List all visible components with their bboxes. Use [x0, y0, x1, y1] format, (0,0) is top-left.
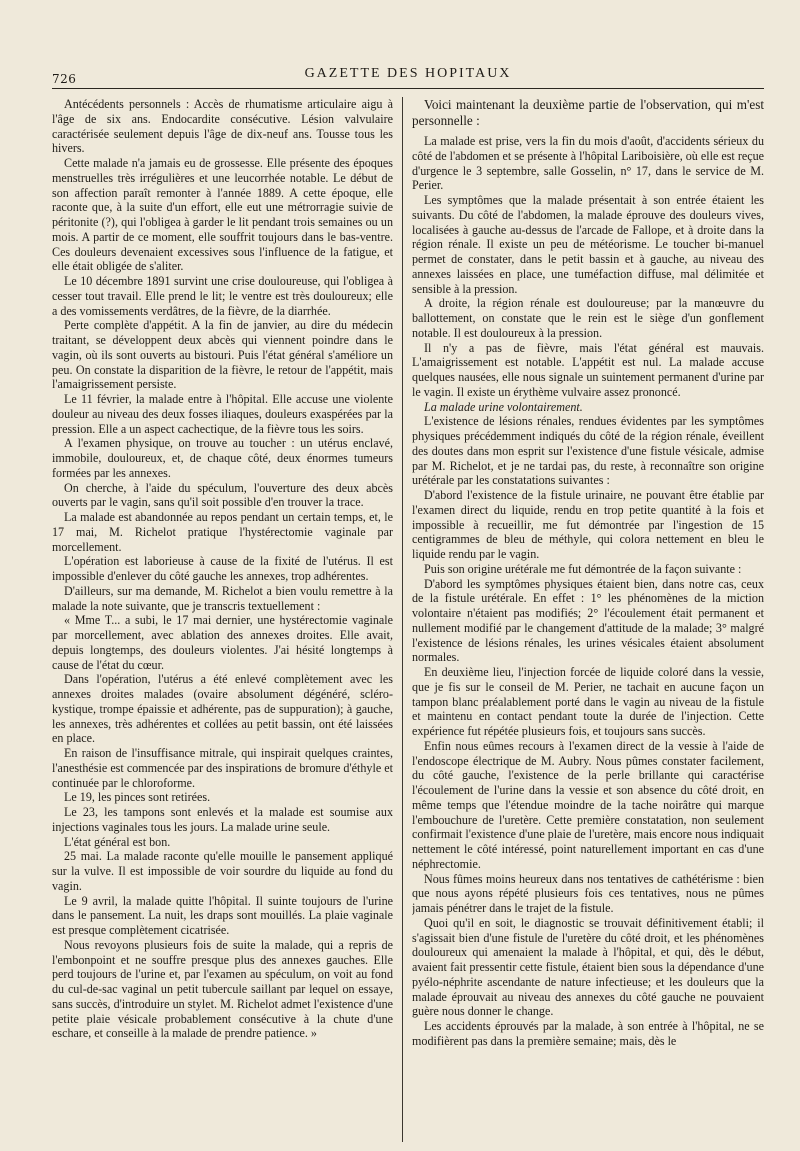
paragraph: Le 9 avril, la malade quitte l'hôpital. Il suinte toujours de l'urine dans le pansement. La nuit, les draps sont mouillés. La plaie vaginale est presque complètement cicatrisée. — [52, 893, 393, 937]
paragraph: 25 mai. La malade raconte qu'elle mouille le pansement appliqué sur la vulve. Il est impossible de voir sourdre du liquide au fond du vagin. — [52, 849, 393, 893]
section-lead: Voici maintenant la deuxième partie de l'observation, qui m'est personnelle : — [412, 97, 764, 128]
paragraph: Cette malade n'a jamais eu de grossesse. Elle présente des époques menstruelles très irrégulières et une leucorrhée notable. Le début de son affection paraît remonter à l'année 1889. A cette époque, elle raconte que, à la suite d'un effort, elle eut une métrorragie suivie de péritonite (?), qui l'obligea à garder le lit pendant trois semaines ou un mois. A partir de ce moment, elle souffrit toujours dans le bas-ventre. Ces douleurs devenaient excessives sous l'influence de la fatigue, et elle était obligée de s'aliter. — [52, 156, 393, 274]
paragraph: Le 10 décembre 1891 survint une crise douloureuse, qui l'obligea à cesser tout travail. Elle prend le lit; le ventre est très douloureux; elle a des vomissements verdâtres, de la fièvre, de la diarrhée. — [52, 274, 393, 318]
right-column — [412, 97, 764, 1137]
paragraph: A l'examen physique, on trouve au toucher : un utérus enclavé, immobile, douloureux, et, de chaque côté, deux énormes tumeurs formées par les annexes. — [52, 436, 393, 480]
paragraph: Quoi qu'il en soit, le diagnostic se trouvait définitivement établi; il s'agissait bien d'une fistule de l'uretère du côté droit, et les phénomènes douloureux qui amenaient la malade à l'hôpital, et qui, dès le début, avaient fait pressentir cette fistule, étaient bien sous la dépendance d'une pyélo-néphrite ascendante de nature infectieuse; et les douleurs que la malade éprouvait au niveau des annexes du côté gauche ne pouvaient guère nous donner le change. — [412, 915, 764, 1019]
paragraph: Antécédents personnels : Accès de rhumatisme articulaire aigu à l'âge de six ans. Endocardite consécutive. Lésion valvulaire caractérisée seulement depuis l'âge de dix-neuf ans. Tousse tous les hivers. — [52, 97, 393, 156]
journal-title: GAZETTE DES HOPITAUX — [304, 66, 512, 81]
paragraph: Perte complète d'appétit. A la fin de janvier, au dire du médecin traitant, se développent deux abcès qui viennent poindre dans le vagin, où ils sont ouverts au bistouri. Puis l'état général s'améliore un peu. On constate la disparition de la fièvre, le retour de l'appétit, mais l'amaigrissement persiste. — [52, 318, 393, 392]
paragraph: Le 23, les tampons sont enlevés et la malade est soumise aux injections vaginales tous les jours. La malade urine seule. — [52, 805, 393, 834]
paragraph: L'état général est bon. — [64, 834, 171, 849]
paragraph: Les symptômes que la malade présentait à son entrée étaient les suivants. Du côté de l'abdomen, la malade éprouve des douleurs vives, localisées à gauche au-dessus de l'arcade de Fallope, et à droite dans la région rénale. Il existe un peu de météorisme. Le toucher bi-manuel permet de constater, dans le petit bassin et à gauche, au niveau des annexes laissées en place, une tuméfaction diffuse, mal délimitée et sensible à la pression. — [412, 193, 764, 296]
paragraph: L'opération est laborieuse à cause de la fixité de l'utérus. Il est impossible d'enlever du côté gauche les annexes, trop adhérentes. — [52, 554, 393, 583]
column-divider — [402, 97, 403, 1142]
paragraph: En raison de l'insuffisance mitrale, qui inspirait quelques craintes, l'anesthésie est commencée par des inspirations de bromure d'éthyle et continuée par le chloroforme. — [52, 746, 393, 790]
paragraph: D'ailleurs, sur ma demande, M. Richelot a bien voulu remettre à la malade la note suivante, que je transcris textuellement : — [52, 583, 393, 613]
paragraph: D'abord les symptômes physiques étaient bien, dans notre cas, ceux de la fistule urétérale. En effet : 1° les phénomènes de la miction volontaire n'étaient pas modifiés; 2° l'écoulement était permanent et nullement modifié par le changement d'attitude de la malade; 3° malgré l'existence de lésions rénales, les urines vésicales étaient absolument normales. — [412, 576, 764, 665]
paragraph: La malade est abandonnée au repos pendant un certain temps, et, le 17 mai, M. Richelot pratique l'hystérectomie vaginale par morcellement. — [52, 510, 393, 554]
paragraph: On cherche, à l'aide du spéculum, l'ouverture des deux abcès ouverts par le vagin, sans qu'il soit possible d'en trouver la trace. — [52, 480, 393, 510]
paragraph: Enfin nous eûmes recours à l'examen direct de la vessie à l'aide de l'endoscope électrique de M. Aubry. Nous pûmes constater facilement, du côté gauche, l'existence de la perle brillante qui caractérise l'écoulement de l'urine dans la vessie et son absence du côté droit, en même temps que l'étendue moindre de la tache noirâtre qui marque l'embouchure de l'uretère. Cette première constatation, non seulement confirmait l'existence d'une plaie de l'uretère, mais encore nous indiquait nettement le côté intéressé, point naturellement important en cas d'une néphrectomie. — [412, 738, 764, 871]
paragraph: D'abord l'existence de la fistule urinaire, ne pouvant être établie par l'examen direct du liquide, rendu en trop petite quantité à la fois et impossible à recueillir, me fut démontrée par l'ingestion de 15 centigrammes de bleu de méthyle, qui colora nettement en bleu le liquide rendu par le vagin. — [412, 488, 764, 561]
paragraph: A droite, la région rénale est douloureuse; par la manœuvre du ballottement, on constate que le rein est le siège d'un gonflement notable. Il est douloureux à la pression. — [412, 296, 764, 340]
paragraph: « Mme T... a subi, le 17 mai dernier, une hystérectomie vaginale par morcellement, avec ablation des annexes droites. Elle avait, depuis longtemps, des douleurs violentes. J'ai hésité longtemps à cause de l'état du cœur. — [52, 613, 393, 672]
paragraph: Nous revoyons plusieurs fois de suite la malade, qui a repris de l'embonpoint et ne souffre presque plus des annexes gauches. Elle perd toujours de l'urine et, par l'examen au spéculum, on voit au fond du cul-de-sac vaginal un petit tubercule saillant par lequel on essaye, sans succès, d'introduire un stylet. M. Richelot admet l'existence d'une petite plaie vésicale probablement consécutive à la chute d'une eschare, et conseille à la malade de prendre patience. » — [52, 937, 393, 1041]
paragraph: Le 11 février, la malade entre à l'hôpital. Elle accuse une violente douleur au niveau des deux fosses iliaques, douleurs exaspérées par la pression. Elle a un aspect cachectique, de la fièvre tous les soirs. — [52, 392, 393, 436]
page-number: 726 — [52, 72, 77, 86]
paragraph: Les accidents éprouvés par la malade, à son entrée à l'hôpital, ne se modifièrent pas dans la première semaine; mais, dès le — [412, 1019, 764, 1048]
left-column — [52, 97, 393, 1137]
paragraph: En deuxième lieu, l'injection forcée de liquide coloré dans la vessie, que je fis sur le conseil de M. Perier, ne tachait en aucune façon un tampon blanc préalablement porté dans le vagin au niveau de la fistule et maintenu en contact pendant toute la durée de l'injection. Cette expérience fut répétée plusieurs fois, et toujours sans succès. — [412, 665, 764, 738]
paragraph: Il n'y a pas de fièvre, mais l'état général est mauvais. L'amaigrissement est notable. L'appétit est nul. La malade accuse quelques nausées, elle nous signale un suintement permanent d'urine par le vagin. Il existe un érythème vulvaire assez prononcé. — [412, 340, 764, 399]
paragraph: La malade est prise, vers la fin du mois d'août, d'accidents sérieux du côté de l'abdomen et se présente à l'hôpital Lariboisière, où elle est reçue d'urgence le 3 septembre, salle Gosselin, n° 17, dans le service de M. Perier. — [412, 134, 764, 193]
page-header — [52, 62, 764, 89]
paragraph: Dans l'opération, l'utérus a été enlevé complètement avec les annexes droites malades (ovaire absolument dégénéré, scléro-kystique, trompe épaissie et adhérente, pas de suppuration); à gauche, les annexes, très adhérentes et collées au petit bassin, ont été laissées en place. — [52, 672, 393, 746]
paragraph: Puis son origine urétérale me fut démontrée de la façon suivante : — [424, 561, 742, 576]
paragraph: Nous fûmes moins heureux dans nos tentatives de cathétérisme : bien que nous ayons répété plusieurs fois ces tentatives, nous ne pûmes jamais pénétrer dans le trajet de la fistule. — [412, 871, 764, 915]
italic-note: La malade urine volontairement. — [424, 399, 583, 414]
paragraph: L'existence de lésions rénales, rendues évidentes par les symptômes physiques précédemment indiqués du côté de la région rénale, éveillent des doutes dans mon esprit sur l'existence d'une fistule vésicale, admise par M. Richelot, et je ne tardai pas, du reste, à reconnaître son origine urétérale par les constatations suivantes : — [412, 414, 764, 488]
paragraph: Le 19, les pinces sont retirées. — [64, 790, 211, 805]
